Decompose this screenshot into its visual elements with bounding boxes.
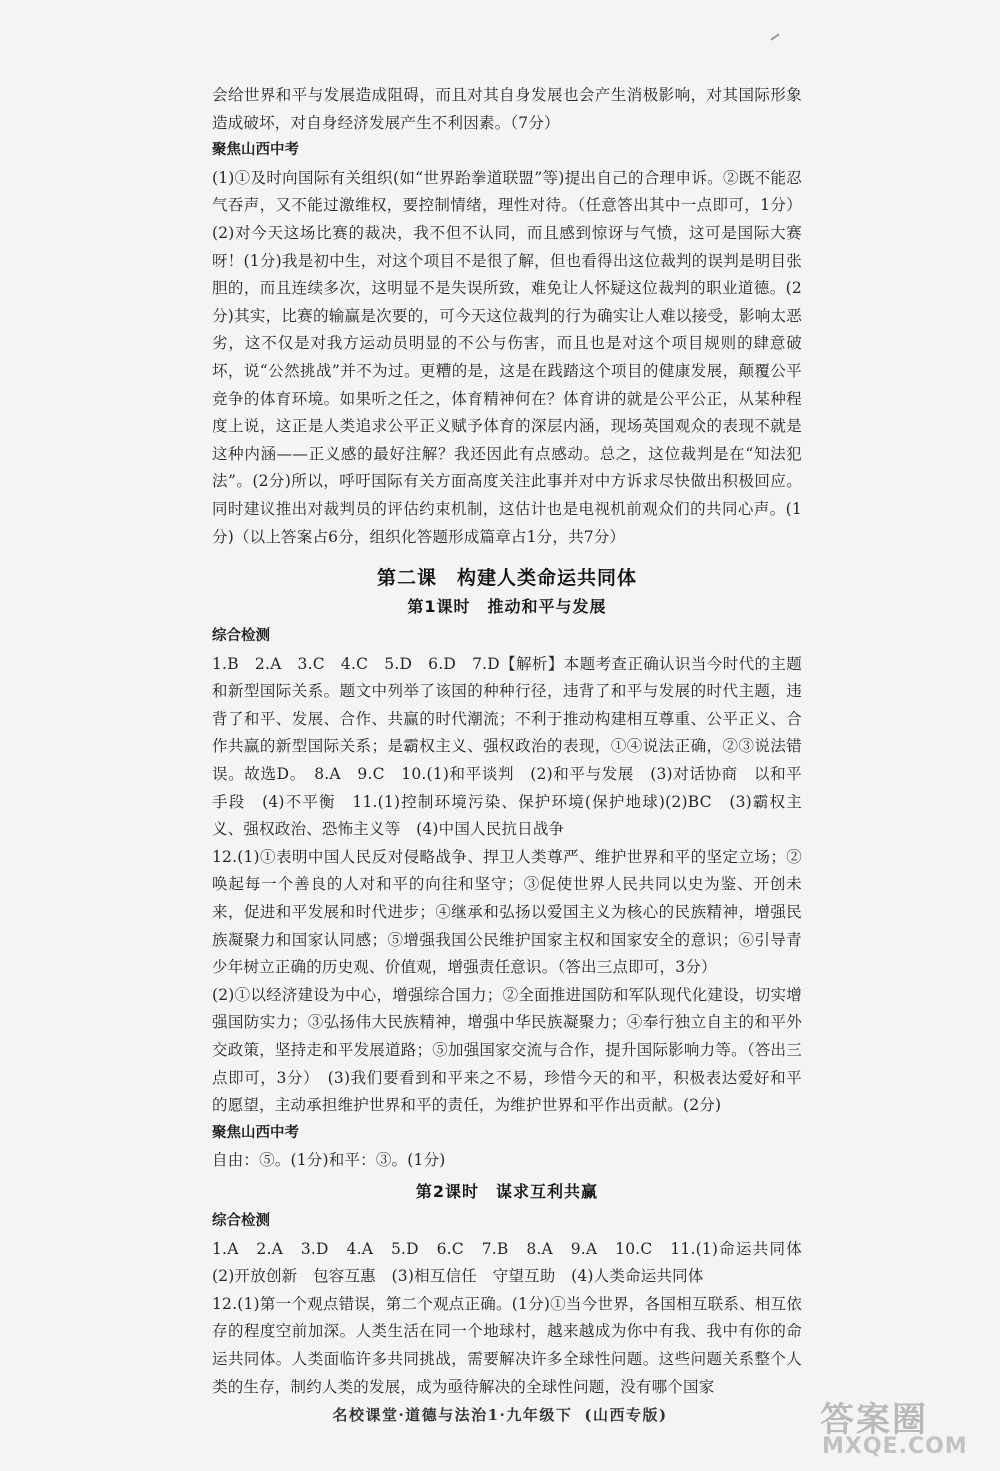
lesson-title: 第二课 构建人类命运共同体 bbox=[376, 567, 637, 590]
footer-book-title: 名校课堂·道德与法治1·九年级下 bbox=[332, 1406, 573, 1424]
period1-focus-answer: 自由：⑤。(1分)和平：③。(1分) bbox=[212, 1151, 446, 1170]
watermark-logo: 答案圈 bbox=[820, 1400, 928, 1440]
period1-title: 第1课时 推动和平与发展 bbox=[407, 597, 607, 617]
footer-edition: (山西专版) bbox=[584, 1406, 668, 1424]
period2-check-heading: 综合检测 bbox=[212, 1212, 270, 1229]
intro-paragraph: 会给世界和平与发展造成阻碍，而且对其自身发展也会产生消极影响，对其国际形象造成破坏，对自身经济发展产生不利因素。（7分） bbox=[212, 86, 802, 132]
focus-answer: (1)①及时向国际有关组织(如“世界跆拳道联盟”等)提出自己的合理申诉。②既不能忍气吞声，又不能过激维权，要控制情绪，理性对待。（任意答出其中一点即可，1分） (2)对今天这场比赛的裁决，我不但不认同，而且感到惊讶与气愤，这可是国际大赛呀！(1分)我是初中生，对这个项目不是很了解，但也看得出这位裁判的误判是明目张胆的，而且连续多次，这明显不是失误所致，难免让人怀疑这位裁判的职业道德。(2分)其实，比赛的输赢是次要的，可今天这位裁判的行为确实让人难以接受，影响太恶劣，这不仅是对我方运动员明显的不公与伤害，而且也是对这个项目规则的肆意破坏，说“公然挑战”并不为过。更糟的是，这是在践踏这个项目的健康发展，颠覆公平竞争的体育环境。如果听之任之，体育精神何在？体育讲的就是公平公正，从某种程度上说，这正是人类追求公平正义赋予体育的深层内涵，现场英国观众的表现不就是这种内涵——正义感的最好注解？我还因此有点感动。总之，这位裁判是在“知法犯法”。(2分)所以，呼吁国际有关方面高度关注此事并对中方诉求尽快做出积极回应。同时建议推出对裁判员的评估约束机制，这估计也是电视机前观众们的共同心声。(1分)（以上答案占6分，组织化答题形成篇章占1分，共7分） bbox=[212, 168, 802, 546]
period1-answers-2: 12.(1)①表明中国人民反对侵略战争、捍卫人类尊严、维护世界和平的坚定立场；②唤起每一个善良的人对和平的向往和坚守；③促使世界人民共同以史为鉴、开创未来，促进和平发展和时代进步；④继承和弘扬以爱国主义为核心的民族精神，增强民族凝聚力和国家认同感；⑤增强我国公民维护国家主权和国家安全的意识；⑥引导青少年树立正确的历史观、价值观，增强责任意识。（答出三点即可，3分） bbox=[212, 847, 802, 977]
period1-check-heading: 综合检测 bbox=[212, 628, 270, 645]
period1-focus-heading: 聚焦山西中考 bbox=[212, 1124, 299, 1141]
period1-answers-3: (2)①以经济建设为中心，增强综合国力；②全面推进国防和军队现代化建设，切实增强国防实力；③弘扬伟大民族精神，增强中华民族凝聚力；④奉行独立自主的和平外交政策，坚持走和平发展道路；⑤加强国家交流与合作，提升国际影响力等。（答出三点即可，3分） (3)我们要看到和平来之不易，珍惜今天的和平，积极表达爱好和平的愿望，主动承担维护世界和平的责任，为维护世界和平作出贡献。(2分) bbox=[212, 985, 802, 1115]
period2-answers-1: 1.A 2.A 3.D 4.A 5.D 6.C 7.B 8.A 9.A 10.C 11.(1)命运共同体 (2)开放创新 包容互惠 (3)相互信任 守望互助 (4)人类命运共同体 bbox=[212, 1239, 818, 1286]
period2-answers-2: 12.(1)第一个观点错误，第二个观点正确。(1分)①当今世界，各国相互联系、相互依存的程度空前加深。人类生活在同一个地球村，越来越成为你中有我、我中有你的命运共同体。人类面临许多共同挑战，需要解决许多全球性问题。这些问题关系整个人类的生存，制约人类的发展，成为亟待解决的全球性问题，没有哪个国家 bbox=[212, 1294, 802, 1396]
period1-answers-1: 1.B 2.A 3.C 4.C 5.D 6.D 7.D【解析】本题考查正确认识当今时代的主题和新型国际关系。题文中列举了该国的种种行径，违背了和平与发展的时代主题，违背了和平、发展、合作、共赢的时代潮流；不利于推动构建相互尊重、公平正义、合作共赢的新型国际关系；是霸权主义、强权政治的表现，①④说法正确，②③说法错误。故选D。 8.A 9.C 10.(1)和平谈判 (2)和平与发展 (3)对话协商 以和平手段 (4)不平衡 11.(1)控制环境污染、保护环境(保护地球)(2)BC (3)霸权主义、强权政治、恐怖主义等 (4)中国人民抗日战争 bbox=[212, 654, 802, 839]
watermark bbox=[800, 1390, 1000, 1471]
answer-page bbox=[212, 82, 818, 1401]
scan-mark bbox=[770, 33, 779, 40]
focus-heading: 聚焦山西中考 bbox=[212, 142, 299, 159]
watermark-url: MXQE.COM bbox=[822, 1434, 968, 1459]
period2-title: 第2课时 谋求互利共赢 bbox=[415, 1181, 599, 1201]
